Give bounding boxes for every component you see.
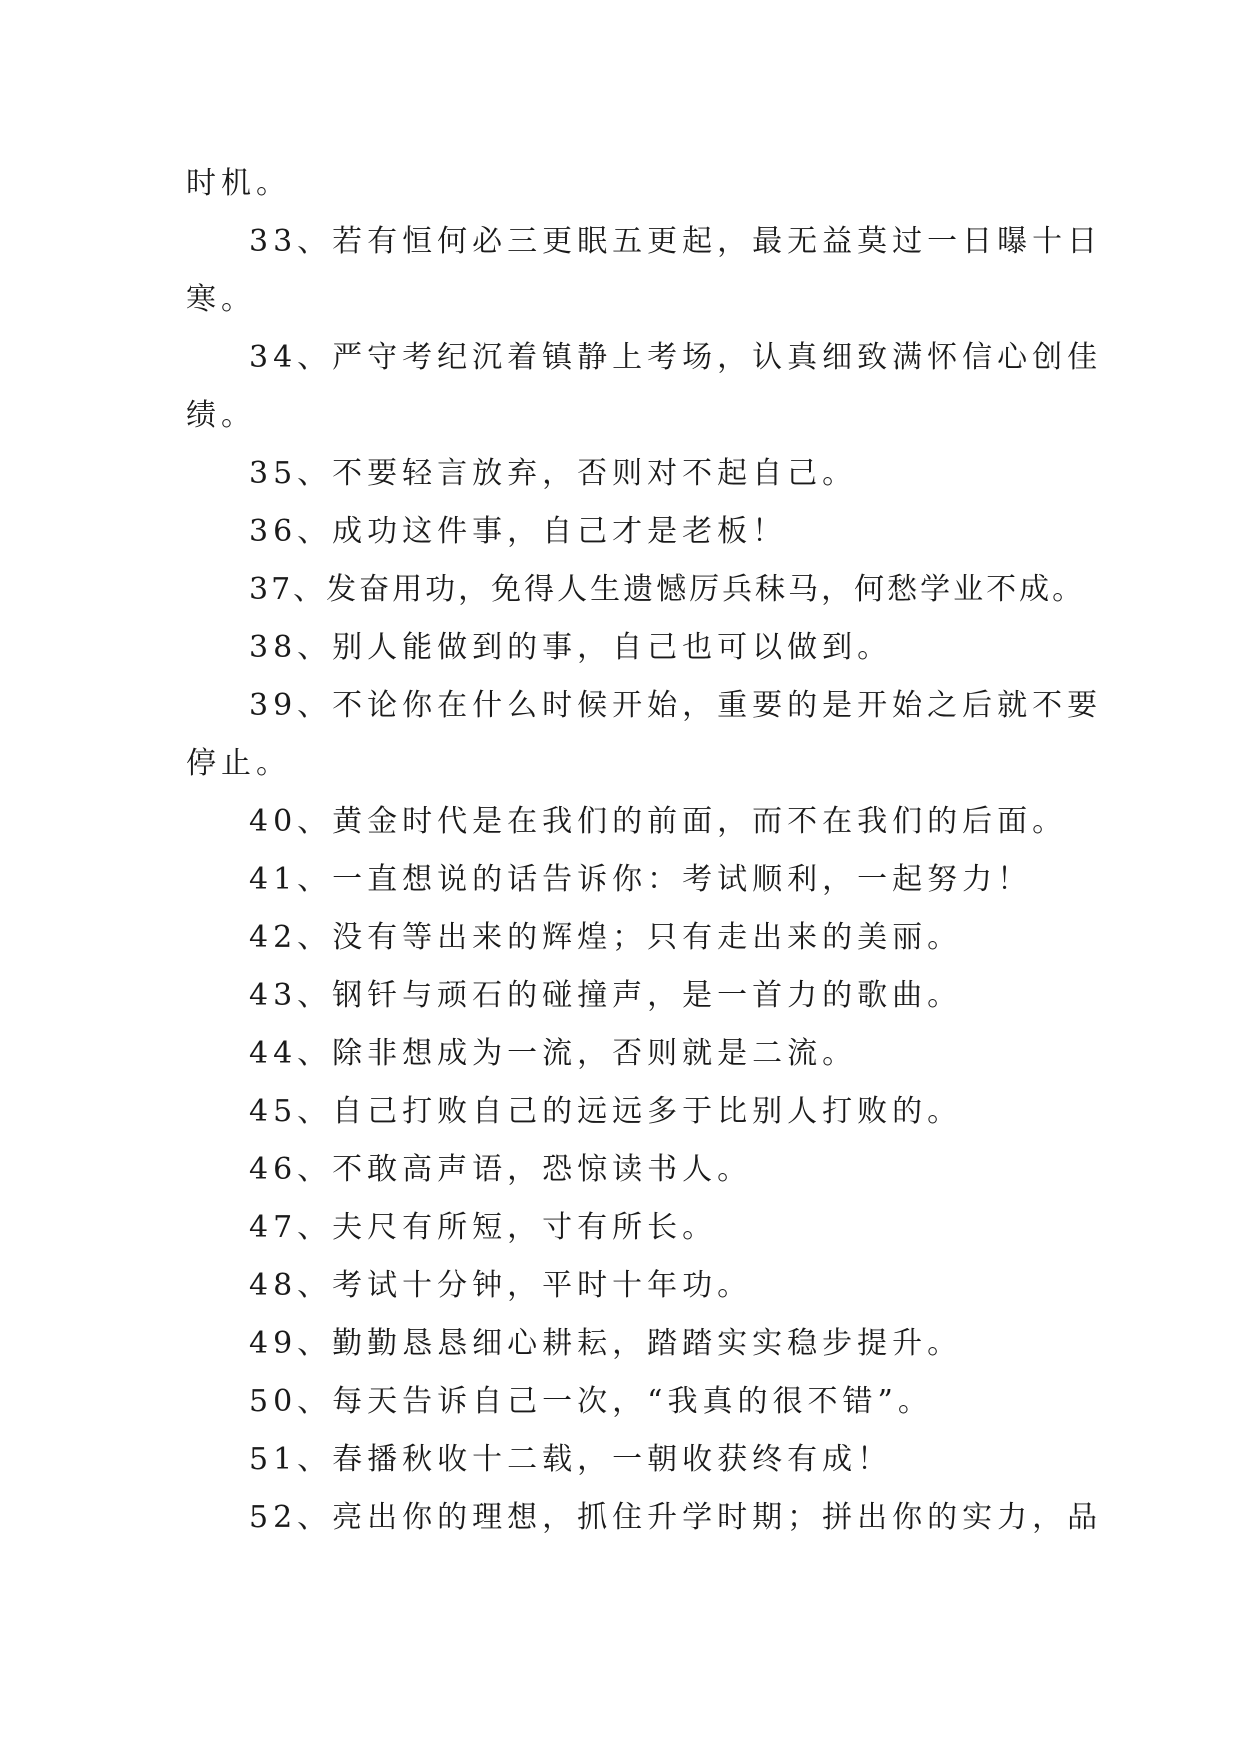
quote-33: 33、若有恒何必三更眠五更起，最无益莫过一日曝十日 xyxy=(249,224,1103,259)
quote-34: 34、严守考纪沉着镇静上考场，认真细致满怀信心创佳 xyxy=(249,340,1103,375)
text-line-continuation: 寒。 xyxy=(186,282,256,317)
quote-36: 36、成功这件事，自己才是老板！ xyxy=(249,514,788,549)
quote-35: 35、不要轻言放弃，否则对不起自己。 xyxy=(249,456,858,491)
quote-40: 40、黄金时代是在我们的前面，而不在我们的后面。 xyxy=(249,804,1068,839)
quote-48: 48、考试十分钟，平时十年功。 xyxy=(249,1268,753,1303)
quote-47: 47、夫尺有所短，寸有所长。 xyxy=(249,1210,718,1245)
text-line-continuation: 时机。 xyxy=(186,166,291,201)
text-line-continuation: 绩。 xyxy=(186,398,256,433)
quote-45: 45、自己打败自己的远远多于比别人打败的。 xyxy=(249,1094,963,1129)
quote-42: 42、没有等出来的辉煌；只有走出来的美丽。 xyxy=(249,920,963,955)
quote-44: 44、除非想成为一流，否则就是二流。 xyxy=(249,1036,858,1071)
quote-51: 51、春播秋收十二载，一朝收获终有成！ xyxy=(249,1442,893,1477)
quote-43: 43、钢钎与顽石的碰撞声，是一首力的歌曲。 xyxy=(249,978,963,1013)
quote-39: 39、不论你在什么时候开始，重要的是开始之后就不要 xyxy=(249,688,1103,723)
quote-50: 50、每天告诉自己一次，“我真的很不错”。 xyxy=(249,1384,933,1419)
quote-38: 38、别人能做到的事，自己也可以做到。 xyxy=(249,630,893,665)
quote-37: 37、发奋用功，免得人生遗憾厉兵秣马，何愁学业不成。 xyxy=(249,572,1086,607)
quote-49: 49、勤勤恳恳细心耕耘，踏踏实实稳步提升。 xyxy=(249,1326,963,1361)
quote-41: 41、一直想说的话告诉你：考试顺利，一起努力！ xyxy=(249,862,1033,897)
quote-52: 52、亮出你的理想，抓住升学时期；拼出你的实力，品 xyxy=(249,1500,1103,1535)
text-line-continuation: 停止。 xyxy=(186,746,291,781)
quote-46: 46、不敢高声语，恐惊读书人。 xyxy=(249,1152,753,1187)
